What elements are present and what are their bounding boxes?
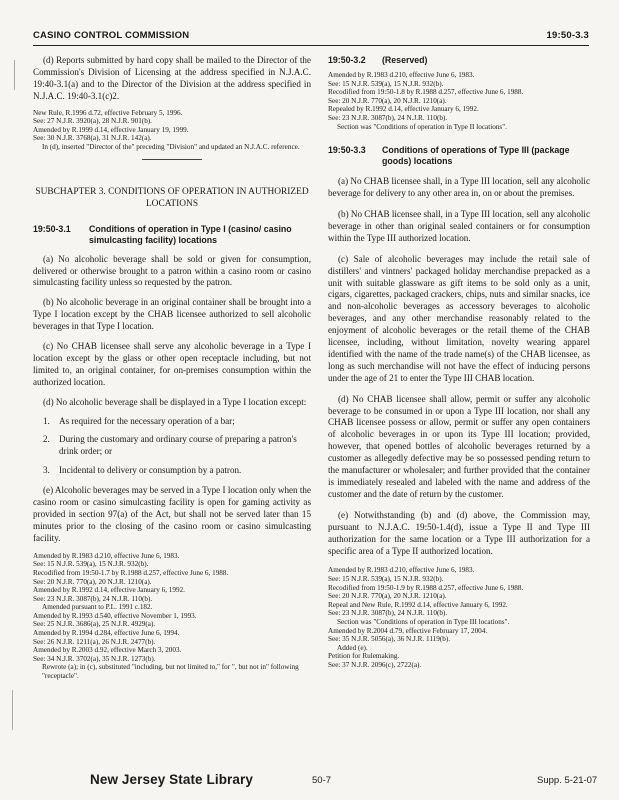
history-line: Amended by R.1999 d.14, effective January 19, 1999. xyxy=(33,125,189,134)
paragraph-b: (b) No CHAB licensee shall, in a Type III location, sell any alcoholic beverage in other than original sealed containers or for consumption within the Type III authorized location. xyxy=(328,208,590,243)
paragraph-c: (c) Sale of alcoholic beverages may include the retail sale of distillers' and vintners' packaged holiday merchandise prepacked as a unit with suitable glassware as gift items to be sold only as a unit, cigars, cigarettes, packaged crackers, chips, nuts and similar snacks, ice and non-alcoholic beverages as accessory beverages to alcoholic beverages, and any other merchandise reasonably related to the enjoyment of alcoholic beverages or the retail theme of the CHAB licensee, including, without limitation, novelty wearing apparel identified with the name of the trade name(s) of the CHAB licensee, as long as such merchandise will not have the effect of inducing persons under the age of 21 to enter the Type III CHAB location. xyxy=(328,253,590,383)
history-line: Rewrote (a); in (c), substituted "including, but not limited to," for ", but not in" following "receptacle". xyxy=(42,663,299,681)
list-item xyxy=(43,434,311,458)
history-line: See: 15 N.J.R. 539(a), 15 N.J.R. 932(b). xyxy=(33,560,149,569)
display-exceptions-list xyxy=(33,416,311,478)
list-item xyxy=(43,416,311,428)
section-title: Conditions of operation in Type I (casino/ casino simulcasting facility) locations xyxy=(89,223,292,245)
history-line: See: 20 N.J.R. 770(a), 20 N.J.R. 1210(a). xyxy=(328,96,447,105)
history-line: See: 23 N.J.R. 3087(b), 24 N.J.R. 110(b). xyxy=(328,113,448,122)
subchapter-heading: SUBCHAPTER 3. CONDITIONS OF OPERATION IN AUTHORIZED LOCATIONS xyxy=(35,186,309,209)
history-line: See: 20 N.J.R. 770(a), 20 N.J.R. 1210(a). xyxy=(33,577,152,586)
history-line: See: 30 N.J.R. 3768(a), 31 N.J.R. 142(a). xyxy=(33,134,152,143)
header-rule xyxy=(33,45,589,46)
paragraph-e: (e) Notwithstanding (b) and (d) above, the Commission may, pursuant to N.J.A.C. 19:50-1.4(d), issue a Type II and Type III authorization for the same location or a Type III authorization for a specific area of a Type II authorized location. xyxy=(328,509,590,556)
history-line: See: 15 N.J.R. 539(a), 15 N.J.R. 932(b). xyxy=(328,575,444,584)
history-line: See: 35 N.J.R. 5056(a), 36 N.J.R. 1119(b). xyxy=(328,635,451,644)
page-number: 50-7 xyxy=(312,775,332,786)
history-line: New Rule, R.1996 d.72, effective February 5, 1996. xyxy=(33,108,183,117)
history-line: See: 27 N.J.R. 3920(a), 28 N.J.R. 901(b). xyxy=(33,117,152,126)
history-line: See: 34 N.J.R. 3702(a), 35 N.J.R. 1273(b). xyxy=(33,654,156,663)
history-line: Repeal and New Rule, R.1992 d.14, effective January 6, 1992. xyxy=(328,600,508,609)
section-number: 19:50-3.3 xyxy=(328,145,366,156)
list-item-number: 1. xyxy=(43,415,50,426)
section-title: Conditions of operations of Type III (package goods) locations xyxy=(382,145,570,167)
list-item-text: As required for the necessary operation of a bar; xyxy=(59,415,235,426)
header-section: 19:50-3.3 xyxy=(546,30,589,41)
history-line: See: 15 N.J.R. 539(a), 15 N.J.R. 932(b). xyxy=(328,79,444,88)
header-title: CASINO CONTROL COMMISSION xyxy=(33,30,190,41)
page-footer xyxy=(0,772,619,792)
history-line: Added (e). xyxy=(337,643,368,652)
section-heading-3-2 xyxy=(328,55,590,66)
history-line: See: 26 N.J.R. 1211(a), 26 N.J.R. 2477(b). xyxy=(33,637,156,646)
paragraph-d: (d) No alcoholic beverage shall be displayed in a Type I location except: xyxy=(43,396,307,407)
history-line: Recodified from 19:50-1.9 by R.1988 d.257, effective June 6, 1988. xyxy=(328,583,524,592)
history-line: Amended by R.1983 d.210, effective June 6, 1983. xyxy=(328,566,475,575)
history-line: See: 23 N.J.R. 3087(b), 24 N.J.R. 110(b). xyxy=(33,594,153,603)
scan-mark xyxy=(12,690,13,730)
section-heading-3-1 xyxy=(33,224,311,246)
history-line: Amended by R.1993 d.540, effective November 1, 1993. xyxy=(33,611,197,620)
history-line: Petition for Rulemaking. xyxy=(328,652,400,661)
history-line: Amended by R.2003 d.92, effective March 3, 2003. xyxy=(33,646,182,655)
history-line: Amended by R.1983 d.210, effective June 6, 1983. xyxy=(328,71,475,79)
section-title: (Reserved) xyxy=(382,55,428,65)
list-item-text: Incidental to delivery or consumption by a patron. xyxy=(59,465,242,476)
history-note-3 xyxy=(328,71,590,131)
section-divider xyxy=(142,159,202,160)
history-line: Section was "Conditions of operation in Type III locations". xyxy=(337,618,510,626)
paragraph-a: (a) No alcoholic beverage shall be sold or given for consumption, delivered or otherwise brought to a patron within a casino room or casino simulcasting facility unless so requested by the patron. xyxy=(33,253,311,288)
history-note-4 xyxy=(328,566,590,669)
scan-mark xyxy=(14,60,15,90)
paragraph-a: (a) No CHAB licensee shall, in a Type III location, sell any alcoholic beverage for delivery to any other area in, on or about the premises. xyxy=(328,176,590,199)
history-line: Amended by R.1983 d.210, effective June 6, 1983. xyxy=(33,551,180,560)
list-item xyxy=(43,465,311,477)
history-line: In (d), inserted "Director of the" preceding "Division" and updated an N.J.A.C. reference. xyxy=(42,143,300,151)
history-note-1 xyxy=(33,109,311,152)
paragraph-c: (c) No CHAB licensee shall serve any alcoholic beverage in a Type I location except by the glass or other open receptacle including, but not limited to, an original container, for on-premises consumption within the authorized location. xyxy=(33,341,311,387)
left-column xyxy=(33,55,311,681)
history-line: Amended by R.1992 d.14, effective January 6, 1992. xyxy=(33,586,185,595)
section-number: 19:50-3.2 xyxy=(328,55,366,65)
history-line: Repealed by R.1992 d.14, effective January 6, 1992. xyxy=(328,105,479,114)
history-line: Amended by R.2004 d.79, effective February 17, 2004. xyxy=(328,626,488,635)
right-column xyxy=(328,55,590,670)
history-line: See: 37 N.J.R. 2096(c), 2722(a). xyxy=(328,660,422,669)
history-line: See: 25 N.J.R. 3686(a), 25 N.J.R. 4929(a). xyxy=(33,620,156,629)
paragraph-b: (b) No alcoholic beverage in an original container shall be brought into a Type I location except by the CHAB licensee authorized to sell alcoholic beverages in that Type I location. xyxy=(33,297,311,332)
history-note-2 xyxy=(33,552,311,681)
history-line: See: 23 N.J.R. 3087(b), 24 N.J.R. 110(b). xyxy=(328,609,448,618)
list-item-text: During the customary and ordinary course of preparing a patron's drink order; or xyxy=(59,434,297,457)
paragraph-e: (e) Alcoholic beverages may be served in a Type I location only when the casino room or casino simulcasting facility is open for gaming activity as provided in section 97(a) of the Act, but shall not be served later than 15 minutes prior to the closing of the casino room or casino simulcasting facility. xyxy=(33,485,311,543)
list-item-number: 2. xyxy=(43,434,50,445)
paragraph-d-reports: (d) Reports submitted by hard copy shall be mailed to the Director of the Commission's Division of Licensing at the address specified in N.J.A.C. 19:40-3.1(a) and to the Director of the Division at the address specified in N.J.A.C. 19:40-3.1(c)2. xyxy=(33,55,311,101)
history-line: Section was "Conditions of operation in Type II locations". xyxy=(337,122,507,131)
history-line: See: 20 N.J.R. 770(a), 20 N.J.R. 1210(a). xyxy=(328,592,447,601)
running-header xyxy=(33,30,589,44)
section-number: 19:50-3.1 xyxy=(33,223,71,234)
supplement-date: Supp. 5-21-07 xyxy=(537,775,598,786)
library-stamp: New Jersey State Library xyxy=(90,772,253,787)
history-line: Amended by R.1994 d.284, effective June 6, 1994. xyxy=(33,629,180,638)
history-line: Amended pursuant to P.L. 1991 c.182. xyxy=(42,603,153,612)
list-item-number: 3. xyxy=(43,465,50,476)
history-line: Recodified from 19:50-1.7 by R.1988 d.257, effective June 6, 1988. xyxy=(33,568,229,577)
paragraph-d: (d) No CHAB licensee shall allow, permit or suffer any alcoholic beverage to be consumed in or upon a Type III location, nor shall any CHAB licensee possess or allow, permit or suffer any open containers of alcoholic beverages in or upon its Type III location; provided, however, that opened bottles of alcoholic beverages returned by a customer as allegedly defective may be so possessed pending return to the manufacturer or wholesaler; and further provided that the container is immediately resealed and labeled with the name and address of the customer and the date of return by the customer. xyxy=(328,393,590,499)
section-heading-3-3 xyxy=(328,145,590,167)
history-line: Recodified from 19:50-1.8 by R.1988 d.257, effective June 6, 1988. xyxy=(328,88,524,97)
